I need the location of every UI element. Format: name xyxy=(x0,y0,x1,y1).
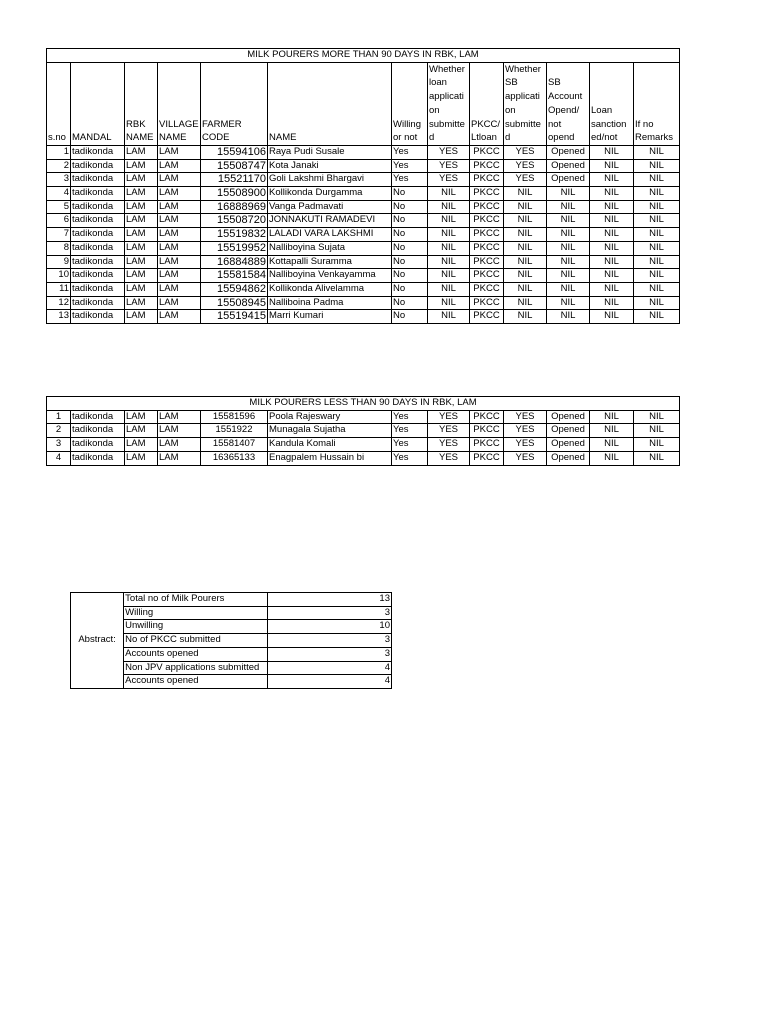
table-row xyxy=(47,269,680,283)
cell-sb-account: Opened xyxy=(547,173,590,187)
cell-sb-account: NIL xyxy=(547,269,590,283)
table-row xyxy=(47,187,680,201)
cell-name: Poola Rajeswary xyxy=(268,410,392,424)
cell-pkcc-ltloan: PKCC xyxy=(470,438,504,452)
cell-name: Raya Pudi Susale xyxy=(268,145,392,159)
abstract-body xyxy=(71,593,392,689)
cell-sb-account: NIL xyxy=(547,228,590,242)
cell-willing: No xyxy=(392,200,428,214)
cell-village-name: LAM xyxy=(158,145,201,159)
cell-loan-sanctioned: NIL xyxy=(590,187,634,201)
cell-village-name: LAM xyxy=(158,438,201,452)
cell-loan-application: NIL xyxy=(428,241,470,255)
cell-sb-application: NIL xyxy=(504,187,547,201)
cell-mandal: tadikonda xyxy=(71,438,125,452)
cell-farmer-code: 16365133 xyxy=(201,451,268,465)
cell-sb-application: NIL xyxy=(504,214,547,228)
cell-village-name: LAM xyxy=(158,269,201,283)
header-village-name: VILLAGE NAME xyxy=(158,62,201,145)
cell-sno: 13 xyxy=(47,310,71,324)
cell-sb-account: Opened xyxy=(547,424,590,438)
cell-remarks: NIL xyxy=(634,228,680,242)
cell-loan-application: YES xyxy=(428,451,470,465)
cell-village-name: LAM xyxy=(158,187,201,201)
cell-remarks: NIL xyxy=(634,214,680,228)
cell-willing: Yes xyxy=(392,438,428,452)
abstract-item-label: Unwilling xyxy=(124,620,267,634)
cell-loan-sanctioned: NIL xyxy=(590,200,634,214)
cell-loan-application: NIL xyxy=(428,255,470,269)
cell-name: Nalliboyina Venkayamma xyxy=(268,269,392,283)
cell-village-name: LAM xyxy=(158,241,201,255)
cell-name: Kota Janaki xyxy=(268,159,392,173)
cell-mandal: tadikonda xyxy=(71,451,125,465)
header-name: NAME xyxy=(268,62,392,145)
cell-willing: Yes xyxy=(392,173,428,187)
abstract-item-label: Total no of Milk Pourers xyxy=(124,593,267,607)
cell-loan-application: NIL xyxy=(428,187,470,201)
cell-rbk-name: LAM xyxy=(125,255,158,269)
cell-village-name: LAM xyxy=(158,214,201,228)
cell-willing: No xyxy=(392,282,428,296)
header-sno: s.no xyxy=(47,62,71,145)
table-row xyxy=(47,173,680,187)
cell-remarks: NIL xyxy=(634,451,680,465)
cell-mandal: tadikonda xyxy=(71,187,125,201)
table1-body xyxy=(47,145,680,323)
cell-sb-account: NIL xyxy=(547,187,590,201)
cell-rbk-name: LAM xyxy=(125,187,158,201)
cell-loan-sanctioned: NIL xyxy=(590,296,634,310)
cell-pkcc-ltloan: PKCC xyxy=(470,173,504,187)
cell-pkcc-ltloan: PKCC xyxy=(470,424,504,438)
cell-name: Nalliboina Padma xyxy=(268,296,392,310)
cell-willing: Yes xyxy=(392,451,428,465)
cell-remarks: NIL xyxy=(634,438,680,452)
cell-loan-application: NIL xyxy=(428,214,470,228)
cell-mandal: tadikonda xyxy=(71,173,125,187)
cell-mandal: tadikonda xyxy=(71,282,125,296)
cell-remarks: NIL xyxy=(634,241,680,255)
cell-sb-account: NIL xyxy=(547,255,590,269)
cell-remarks: NIL xyxy=(634,255,680,269)
cell-farmer-code: 15581596 xyxy=(201,410,268,424)
cell-sb-application: NIL xyxy=(504,296,547,310)
header-remarks: If no Remarks xyxy=(634,62,680,145)
cell-loan-application: NIL xyxy=(428,269,470,283)
cell-mandal: tadikonda xyxy=(71,255,125,269)
abstract-item-label: No of PKCC submitted xyxy=(124,634,267,648)
cell-name: JONNAKUTI RAMADEVI xyxy=(268,214,392,228)
cell-loan-sanctioned: NIL xyxy=(590,451,634,465)
cell-mandal: tadikonda xyxy=(71,228,125,242)
cell-sb-account: NIL xyxy=(547,296,590,310)
cell-mandal: tadikonda xyxy=(71,296,125,310)
cell-sb-application: YES xyxy=(504,424,547,438)
cell-loan-sanctioned: NIL xyxy=(590,282,634,296)
header-pkcc-ltloan: PKCC/ Ltloan xyxy=(470,62,504,145)
abstract-item-value: 4 xyxy=(267,675,391,689)
cell-rbk-name: LAM xyxy=(125,159,158,173)
abstract-item-label: Non JPV applications submitted xyxy=(124,661,267,675)
cell-name: Vanga Padmavati xyxy=(268,200,392,214)
cell-loan-application: NIL xyxy=(428,228,470,242)
abstract-item-value: 3 xyxy=(267,634,391,648)
cell-loan-sanctioned: NIL xyxy=(590,228,634,242)
cell-name: LALADI VARA LAKSHMI xyxy=(268,228,392,242)
abstract-item-value: 3 xyxy=(267,606,391,620)
cell-sno: 8 xyxy=(47,241,71,255)
header-sb-account: SB Account Opend/ not opend xyxy=(547,62,590,145)
cell-mandal: tadikonda xyxy=(71,145,125,159)
cell-loan-sanctioned: NIL xyxy=(590,145,634,159)
cell-rbk-name: LAM xyxy=(125,269,158,283)
cell-loan-application: NIL xyxy=(428,310,470,324)
cell-rbk-name: LAM xyxy=(125,228,158,242)
cell-sb-application: YES xyxy=(504,145,547,159)
cell-rbk-name: LAM xyxy=(125,282,158,296)
cell-mandal: tadikonda xyxy=(71,269,125,283)
cell-pkcc-ltloan: PKCC xyxy=(470,187,504,201)
cell-loan-sanctioned: NIL xyxy=(590,310,634,324)
cell-village-name: LAM xyxy=(158,159,201,173)
cell-sb-application: NIL xyxy=(504,200,547,214)
table-row xyxy=(47,282,680,296)
cell-sb-application: NIL xyxy=(504,269,547,283)
header-farmer-code: FARMER CODE xyxy=(201,62,268,145)
cell-loan-application: YES xyxy=(428,438,470,452)
cell-farmer-code: 15508720 xyxy=(201,214,268,228)
cell-willing: No xyxy=(392,187,428,201)
cell-sb-account: NIL xyxy=(547,214,590,228)
cell-sb-application: YES xyxy=(504,438,547,452)
table-row xyxy=(47,241,680,255)
cell-farmer-code: 15581584 xyxy=(201,269,268,283)
cell-loan-sanctioned: NIL xyxy=(590,241,634,255)
cell-sno: 2 xyxy=(47,424,71,438)
cell-loan-application: YES xyxy=(428,145,470,159)
header-mandal: MANDAL xyxy=(71,62,125,145)
cell-remarks: NIL xyxy=(634,173,680,187)
cell-pkcc-ltloan: PKCC xyxy=(470,241,504,255)
cell-loan-application: YES xyxy=(428,159,470,173)
cell-willing: No xyxy=(392,241,428,255)
cell-village-name: LAM xyxy=(158,255,201,269)
table-row xyxy=(47,159,680,173)
table2-title: MILK POURERS LESS THAN 90 DAYS IN RBK, LAM xyxy=(47,397,680,411)
header-sb-application: Whether SB applicati on submitte d xyxy=(504,62,547,145)
cell-sno: 4 xyxy=(47,187,71,201)
cell-village-name: LAM xyxy=(158,296,201,310)
cell-farmer-code: 15519832 xyxy=(201,228,268,242)
cell-pkcc-ltloan: PKCC xyxy=(470,255,504,269)
cell-sb-application: YES xyxy=(504,451,547,465)
cell-willing: No xyxy=(392,228,428,242)
abstract-item-value: 3 xyxy=(267,647,391,661)
cell-sb-account: NIL xyxy=(547,200,590,214)
cell-name: Kandula Komali xyxy=(268,438,392,452)
cell-farmer-code: 15521170 xyxy=(201,173,268,187)
cell-pkcc-ltloan: PKCC xyxy=(470,214,504,228)
cell-village-name: LAM xyxy=(158,282,201,296)
cell-rbk-name: LAM xyxy=(125,173,158,187)
cell-name: Enagpalem Hussain bi xyxy=(268,451,392,465)
cell-willing: No xyxy=(392,310,428,324)
cell-mandal: tadikonda xyxy=(71,424,125,438)
cell-village-name: LAM xyxy=(158,410,201,424)
cell-pkcc-ltloan: PKCC xyxy=(470,228,504,242)
cell-remarks: NIL xyxy=(634,424,680,438)
cell-pkcc-ltloan: PKCC xyxy=(470,200,504,214)
cell-rbk-name: LAM xyxy=(125,241,158,255)
cell-name: Munagala Sujatha xyxy=(268,424,392,438)
cell-pkcc-ltloan: PKCC xyxy=(470,410,504,424)
cell-remarks: NIL xyxy=(634,296,680,310)
cell-name: Kollikonda Alivelamma xyxy=(268,282,392,296)
cell-village-name: LAM xyxy=(158,173,201,187)
cell-village-name: LAM xyxy=(158,228,201,242)
cell-rbk-name: LAM xyxy=(125,451,158,465)
cell-sno: 2 xyxy=(47,159,71,173)
cell-sb-application: YES xyxy=(504,410,547,424)
cell-sno: 12 xyxy=(47,296,71,310)
abstract-row xyxy=(71,593,392,607)
cell-farmer-code: 15519415 xyxy=(201,310,268,324)
cell-pkcc-ltloan: PKCC xyxy=(470,145,504,159)
cell-remarks: NIL xyxy=(634,159,680,173)
cell-village-name: LAM xyxy=(158,200,201,214)
cell-willing: Yes xyxy=(392,424,428,438)
cell-farmer-code: 1551922 xyxy=(201,424,268,438)
cell-sb-application: YES xyxy=(504,159,547,173)
table-row xyxy=(47,424,680,438)
cell-sb-application: NIL xyxy=(504,241,547,255)
table-row xyxy=(47,310,680,324)
table-row xyxy=(47,228,680,242)
cell-loan-application: NIL xyxy=(428,282,470,296)
cell-farmer-code: 15508747 xyxy=(201,159,268,173)
cell-sno: 6 xyxy=(47,214,71,228)
cell-sb-application: NIL xyxy=(504,255,547,269)
cell-name: Goli Lakshmi Bhargavi xyxy=(268,173,392,187)
cell-pkcc-ltloan: PKCC xyxy=(470,451,504,465)
cell-sno: 5 xyxy=(47,200,71,214)
cell-mandal: tadikonda xyxy=(71,310,125,324)
cell-rbk-name: LAM xyxy=(125,424,158,438)
cell-remarks: NIL xyxy=(634,187,680,201)
header-willing: Willing or not xyxy=(392,62,428,145)
table-row xyxy=(47,410,680,424)
cell-pkcc-ltloan: PKCC xyxy=(470,310,504,324)
abstract-item-value: 10 xyxy=(267,620,391,634)
cell-sb-account: Opened xyxy=(547,438,590,452)
cell-sb-account: NIL xyxy=(547,310,590,324)
cell-sb-account: Opened xyxy=(547,410,590,424)
cell-mandal: tadikonda xyxy=(71,159,125,173)
cell-loan-application: NIL xyxy=(428,200,470,214)
abstract-label: Abstract: xyxy=(71,593,124,689)
cell-pkcc-ltloan: PKCC xyxy=(470,269,504,283)
table-row xyxy=(47,214,680,228)
cell-village-name: LAM xyxy=(158,424,201,438)
cell-farmer-code: 16884889 xyxy=(201,255,268,269)
cell-mandal: tadikonda xyxy=(71,214,125,228)
cell-remarks: NIL xyxy=(634,269,680,283)
cell-pkcc-ltloan: PKCC xyxy=(470,159,504,173)
cell-rbk-name: LAM xyxy=(125,200,158,214)
cell-sb-account: Opened xyxy=(547,145,590,159)
cell-farmer-code: 16888969 xyxy=(201,200,268,214)
cell-sb-application: NIL xyxy=(504,310,547,324)
cell-willing: No xyxy=(392,296,428,310)
abstract-table xyxy=(70,592,392,689)
table1-header-row xyxy=(47,62,680,145)
cell-willing: No xyxy=(392,214,428,228)
cell-sb-application: YES xyxy=(504,173,547,187)
table-row xyxy=(47,255,680,269)
cell-loan-application: NIL xyxy=(428,296,470,310)
cell-loan-sanctioned: NIL xyxy=(590,159,634,173)
milk-pourers-more-than-90-days-table xyxy=(46,48,680,324)
cell-willing: Yes xyxy=(392,159,428,173)
cell-loan-sanctioned: NIL xyxy=(590,438,634,452)
cell-loan-application: YES xyxy=(428,173,470,187)
cell-farmer-code: 15594106 xyxy=(201,145,268,159)
cell-sno: 4 xyxy=(47,451,71,465)
table-row xyxy=(47,296,680,310)
table-row xyxy=(47,145,680,159)
cell-rbk-name: LAM xyxy=(125,438,158,452)
abstract-item-value: 4 xyxy=(267,661,391,675)
cell-mandal: tadikonda xyxy=(71,410,125,424)
cell-remarks: NIL xyxy=(634,145,680,159)
abstract-item-label: Willing xyxy=(124,606,267,620)
cell-farmer-code: 15508945 xyxy=(201,296,268,310)
cell-willing: Yes xyxy=(392,145,428,159)
cell-remarks: NIL xyxy=(634,200,680,214)
cell-sb-account: NIL xyxy=(547,241,590,255)
cell-loan-sanctioned: NIL xyxy=(590,424,634,438)
cell-mandal: tadikonda xyxy=(71,241,125,255)
table-row xyxy=(47,451,680,465)
table-row xyxy=(47,200,680,214)
cell-remarks: NIL xyxy=(634,410,680,424)
cell-name: Kottapalli Suramma xyxy=(268,255,392,269)
header-loan-application: Whether loan applicati on submitte d xyxy=(428,62,470,145)
abstract-item-label: Accounts opened xyxy=(124,675,267,689)
table1-title: MILK POURERS MORE THAN 90 DAYS IN RBK, LAM xyxy=(47,49,680,63)
cell-loan-sanctioned: NIL xyxy=(590,410,634,424)
cell-farmer-code: 15594862 xyxy=(201,282,268,296)
cell-loan-sanctioned: NIL xyxy=(590,255,634,269)
cell-rbk-name: LAM xyxy=(125,310,158,324)
cell-pkcc-ltloan: PKCC xyxy=(470,282,504,296)
cell-name: Nalliboyina Sujata xyxy=(268,241,392,255)
cell-rbk-name: LAM xyxy=(125,214,158,228)
header-rbk-name: RBK NAME xyxy=(125,62,158,145)
abstract-item-label: Accounts opened xyxy=(124,647,267,661)
cell-sno: 1 xyxy=(47,410,71,424)
cell-sno: 3 xyxy=(47,438,71,452)
cell-sno: 1 xyxy=(47,145,71,159)
cell-rbk-name: LAM xyxy=(125,410,158,424)
cell-sb-account: Opened xyxy=(547,451,590,465)
cell-sb-application: NIL xyxy=(504,282,547,296)
table2-body xyxy=(47,410,680,465)
cell-sno: 9 xyxy=(47,255,71,269)
cell-loan-sanctioned: NIL xyxy=(590,173,634,187)
cell-willing: No xyxy=(392,255,428,269)
cell-willing: Yes xyxy=(392,410,428,424)
cell-sno: 7 xyxy=(47,228,71,242)
cell-farmer-code: 15508900 xyxy=(201,187,268,201)
cell-sno: 11 xyxy=(47,282,71,296)
cell-sb-account: NIL xyxy=(547,282,590,296)
cell-farmer-code: 15581407 xyxy=(201,438,268,452)
cell-loan-application: YES xyxy=(428,410,470,424)
abstract-item-value: 13 xyxy=(267,593,391,607)
cell-sno: 10 xyxy=(47,269,71,283)
table-row xyxy=(47,438,680,452)
header-loan-sanctioned: Loan sanction ed/not xyxy=(590,62,634,145)
cell-village-name: LAM xyxy=(158,451,201,465)
cell-sno: 3 xyxy=(47,173,71,187)
cell-willing: No xyxy=(392,269,428,283)
cell-sb-account: Opened xyxy=(547,159,590,173)
cell-loan-sanctioned: NIL xyxy=(590,269,634,283)
cell-name: Marri Kumari xyxy=(268,310,392,324)
cell-rbk-name: LAM xyxy=(125,145,158,159)
cell-remarks: NIL xyxy=(634,310,680,324)
cell-village-name: LAM xyxy=(158,310,201,324)
cell-pkcc-ltloan: PKCC xyxy=(470,296,504,310)
milk-pourers-less-than-90-days-table xyxy=(46,396,680,466)
cell-loan-sanctioned: NIL xyxy=(590,214,634,228)
cell-sb-application: NIL xyxy=(504,228,547,242)
cell-farmer-code: 15519952 xyxy=(201,241,268,255)
cell-remarks: NIL xyxy=(634,282,680,296)
cell-name: Kollikonda Durgamma xyxy=(268,187,392,201)
cell-rbk-name: LAM xyxy=(125,296,158,310)
cell-mandal: tadikonda xyxy=(71,200,125,214)
cell-loan-application: YES xyxy=(428,424,470,438)
